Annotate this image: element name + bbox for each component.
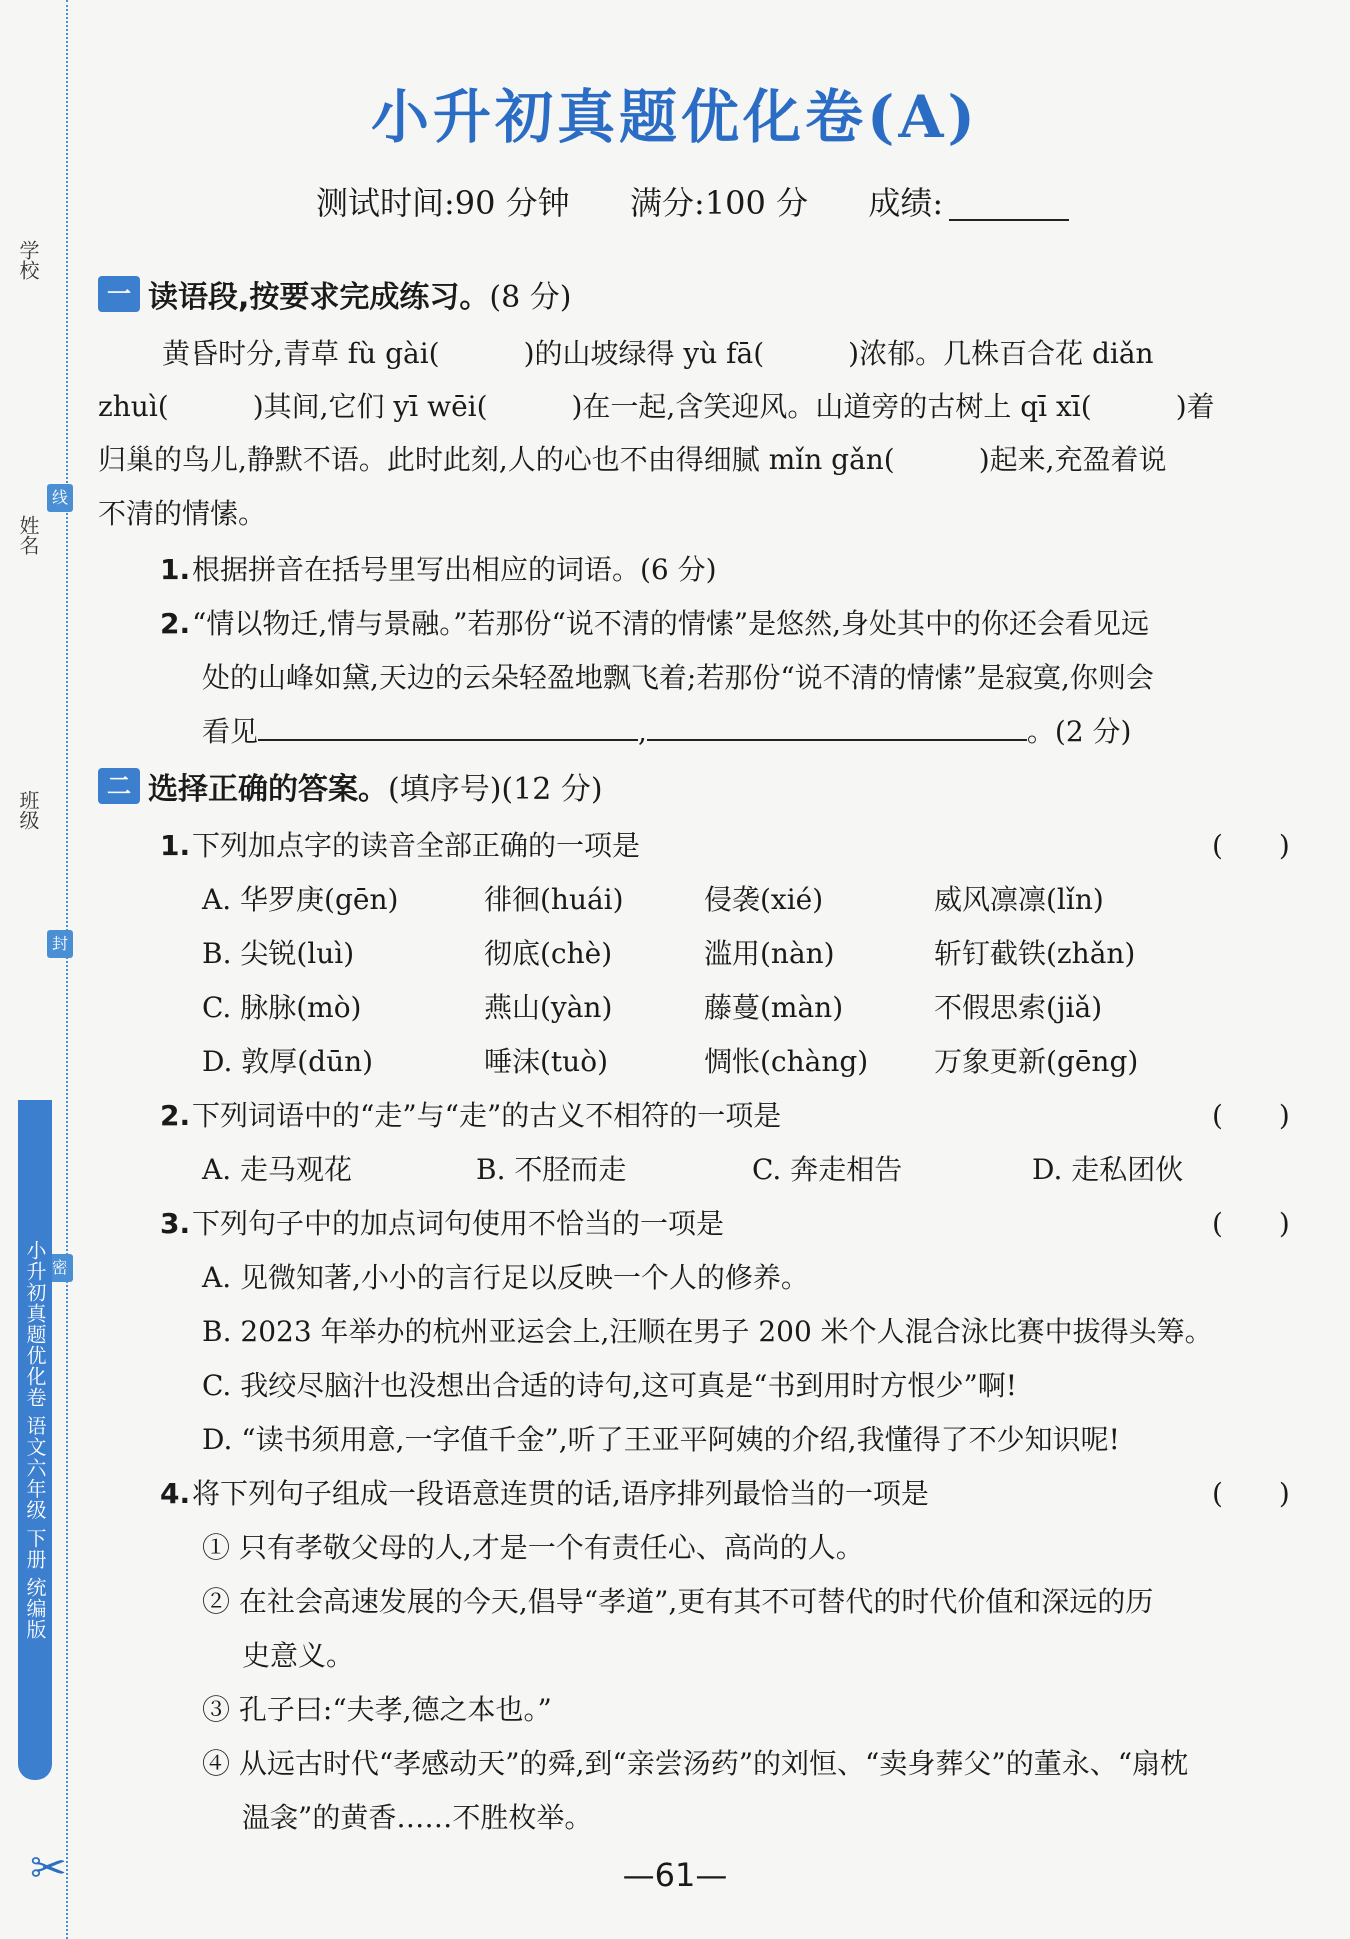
option-cell: 不假思索(jiǎ) — [934, 991, 1103, 1024]
option-cell: D. 敦厚(dūn) — [202, 1045, 374, 1078]
question-text: 根据拼音在括号里写出相应的词语。(6 分) — [192, 553, 717, 586]
question-text: 将下列句子组成一段语意连贯的话,语序排列最恰当的一项是 — [192, 1477, 929, 1510]
option-cell: A. 华罗庚(gēn) — [202, 883, 399, 916]
option-cell: 斩钉截铁(zhǎn) — [934, 937, 1136, 970]
section-2-number: 二 — [98, 768, 140, 804]
passage-line: zhuì( )其间,它们 yī wēi( )在一起,含笑迎风。山道旁的古树上 qī xī( )着 — [98, 390, 1215, 423]
question-text: 下列句子中的加点词句使用不恰当的一项是 — [192, 1207, 725, 1240]
option-cell: B. 尖锐(luì) — [202, 937, 355, 970]
option-a: A. 走马观花 — [202, 1153, 353, 1186]
passage-line: 黄昏时分,青草 fù gài( )的山坡绿得 yù fā( )浓郁。几株百合花 diǎn — [162, 337, 1154, 370]
answer-parens[interactable]: ( ) — [1212, 1099, 1290, 1132]
option-cell: 藤蔓(màn) — [704, 991, 844, 1024]
name-label: 姓名 — [16, 515, 40, 555]
option-d: D. 走私团伙 — [1032, 1153, 1184, 1186]
option-cell: 唾沫(tuò) — [484, 1045, 608, 1078]
option-cell: 侵袭(xié) — [704, 883, 824, 916]
score-label: 成绩: — [868, 184, 944, 222]
option-b: B. 不胫而走 — [476, 1153, 627, 1186]
option-cell: 惆怅(chàng) — [704, 1045, 869, 1078]
question-1-1 — [160, 548, 717, 588]
sentence-item: ② 在社会高速发展的今天,倡导“孝道”,更有其不可替代的时代价值和深远的历 — [202, 1585, 1154, 1618]
series-band: 小升初真题优化卷 语文六年级 下册 统编版 — [18, 1100, 52, 1780]
points-note: 。(2 分) — [1026, 715, 1132, 748]
question-text: 下列词语中的“走”与“走”的古义不相符的一项是 — [192, 1099, 782, 1132]
option-b: B. 2023 年举办的杭州亚运会上,汪顺在男子 200 米个人混合泳比赛中拔得头筹。 — [202, 1315, 1213, 1348]
sentence-item: ③ 孔子曰:“夫孝,德之本也。” — [202, 1693, 552, 1726]
scissors-icon: ✂ — [30, 1843, 67, 1894]
option-a: A. 见微知著,小小的言行足以反映一个人的修养。 — [202, 1261, 809, 1294]
option-cell: 威风凛凛(lǐn) — [934, 883, 1104, 916]
section-1-number: 一 — [98, 276, 140, 312]
answer-blank-1[interactable] — [258, 713, 638, 741]
full-score: 满分:100 分 — [630, 184, 809, 222]
question-number: 4. — [160, 1477, 191, 1510]
question-number: 1. — [160, 553, 191, 586]
question-2-4 — [160, 1472, 929, 1512]
cut-mark-seal: 封 — [47, 930, 73, 958]
sentence-item: ④ 从远古时代“孝感动天”的舜,到“亲尝汤药”的刘恒、“卖身葬父”的董永、“扇枕 — [202, 1747, 1189, 1780]
option-c: C. 我绞尽脑汁也没想出合适的诗句,这可真是“书到用时方恨少”啊! — [202, 1369, 1018, 1402]
section-1-points: (8 分) — [489, 280, 572, 315]
test-time: 测试时间:90 分钟 — [316, 184, 570, 222]
exam-meta — [316, 178, 1069, 224]
question-text: 下列加点字的读音全部正确的一项是 — [192, 829, 641, 862]
section-2-title: 选择正确的答案。 — [148, 772, 388, 807]
option-cell: 彻底(chè) — [484, 937, 613, 970]
question-number: 1. — [160, 829, 191, 862]
question-text: 看见 — [202, 715, 259, 748]
comma: , — [638, 715, 647, 748]
passage-line: 不清的情愫。 — [98, 497, 267, 530]
sentence-item: ① 只有孝敬父母的人,才是一个有责任心、高尚的人。 — [202, 1531, 864, 1564]
question-2-2 — [160, 1094, 781, 1134]
question-number: 2. — [160, 607, 191, 640]
school-label: 学校 — [16, 240, 40, 280]
answer-parens[interactable]: ( ) — [1212, 829, 1290, 862]
question-text: “情以物迁,情与景融。”若那份“说不清的情愫”是悠然,身处其中的你还会看见远 — [192, 607, 1150, 640]
option-cell: 万象更新(gēng) — [934, 1045, 1139, 1078]
class-label: 班级 — [16, 790, 40, 830]
answer-blank-2[interactable] — [647, 713, 1027, 741]
option-cell: C. 脉脉(mò) — [202, 991, 362, 1024]
binding-strip — [0, 0, 66, 1939]
question-number: 2. — [160, 1099, 191, 1132]
option-cell: 滥用(nàn) — [704, 937, 835, 970]
cut-mark-secret: 密 — [47, 1254, 73, 1282]
question-2-3 — [160, 1202, 724, 1242]
sentence-item-cont: 温衾”的黄香……不胜枚举。 — [242, 1801, 593, 1834]
question-1-2 — [160, 602, 1149, 642]
section-2-points: (填序号)(12 分) — [388, 772, 603, 807]
page-number: —61— — [622, 1856, 728, 1894]
option-d: D. “读书须用意,一字值千金”,听了王亚平阿姨的介绍,我懂得了不少知识呢! — [202, 1423, 1120, 1456]
score-blank[interactable] — [949, 191, 1069, 221]
cut-mark-line: 线 — [47, 484, 73, 512]
option-cell: 燕山(yàn) — [484, 991, 613, 1024]
page-title: 小升初真题优化卷(A) — [371, 83, 979, 151]
question-2-1 — [160, 824, 640, 864]
cut-line — [66, 0, 68, 1939]
section-1-heading — [98, 272, 571, 316]
question-number: 3. — [160, 1207, 191, 1240]
option-c: C. 奔走相告 — [752, 1153, 903, 1186]
passage-line: 归巢的鸟儿,静默不语。此时此刻,人的心也不由得细腻 mǐn gǎn( )起来,充盈着说 — [98, 443, 1167, 476]
answer-parens[interactable]: ( ) — [1212, 1207, 1290, 1240]
sentence-item-cont: 史意义。 — [242, 1639, 355, 1672]
option-cell: 徘徊(huái) — [484, 883, 624, 916]
question-1-2-answer-line — [202, 710, 1132, 750]
section-1-title: 读语段,按要求完成练习。 — [148, 280, 490, 315]
section-2-heading — [98, 764, 603, 808]
question-text-line: 处的山峰如黛,天边的云朵轻盈地飘飞着;若那份“说不清的情愫”是寂寞,你则会 — [202, 661, 1154, 694]
answer-parens[interactable]: ( ) — [1212, 1477, 1290, 1510]
